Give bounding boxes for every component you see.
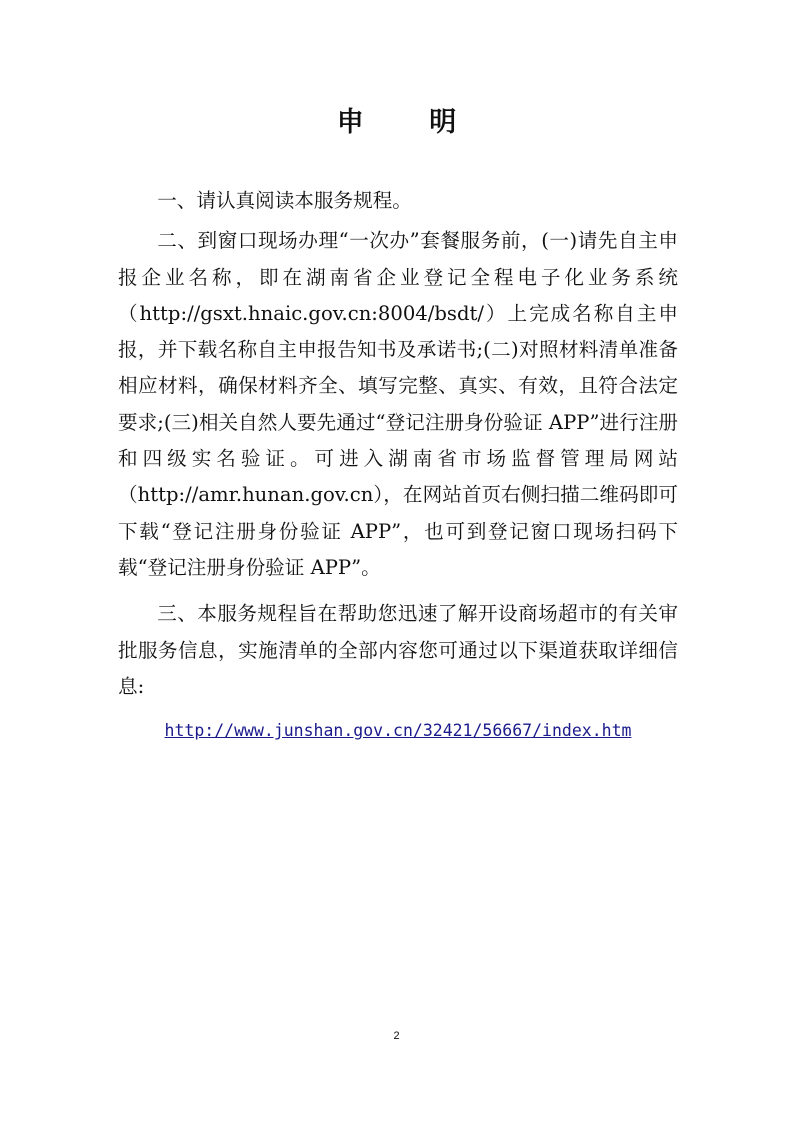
info-link[interactable]: http://www.junshan.gov.cn/32421/56667/index.htm — [164, 721, 632, 741]
document-title: 申 明 — [336, 107, 485, 138]
paragraph-3: 三、本服务规程旨在帮助您迅速了解开设商场超市的有关审批服务信息，实施清单的全部内容您可通过以下渠道获取详细信息: — [118, 602, 678, 698]
page-number: 2 — [393, 1030, 400, 1042]
link-line — [118, 713, 678, 749]
paragraph-2: 二、到窗口现场办理“一次办”套餐服务前，(一)请先自主申报企业名称，即在湖南省企业登记全程电子化业务系统（http://gsxt.hnaic.gov.cn:8004/bsdt/）上完成名称自主申报，并下载名称自主申报告知书及承诺书;(二)对照材料清单准备相应材料，确保材料齐全、填写完整、真实、有效，且符合法定要求;(三)相关自然人要先通过“登记注册身份验证 APP”进行注册和四级实名验证。可进入湖南省市场监督管理局网站（http://amr.hunan.gov.cn），在网站首页右侧扫描二维码即可下载“登记注册身份验证 APP”，也可到登记窗口现场扫码下载“登记注册身份验证 APP”。 — [118, 229, 678, 579]
paragraph-1: 一、请认真阅读本服务规程。 — [157, 189, 412, 212]
document-body — [118, 183, 678, 749]
